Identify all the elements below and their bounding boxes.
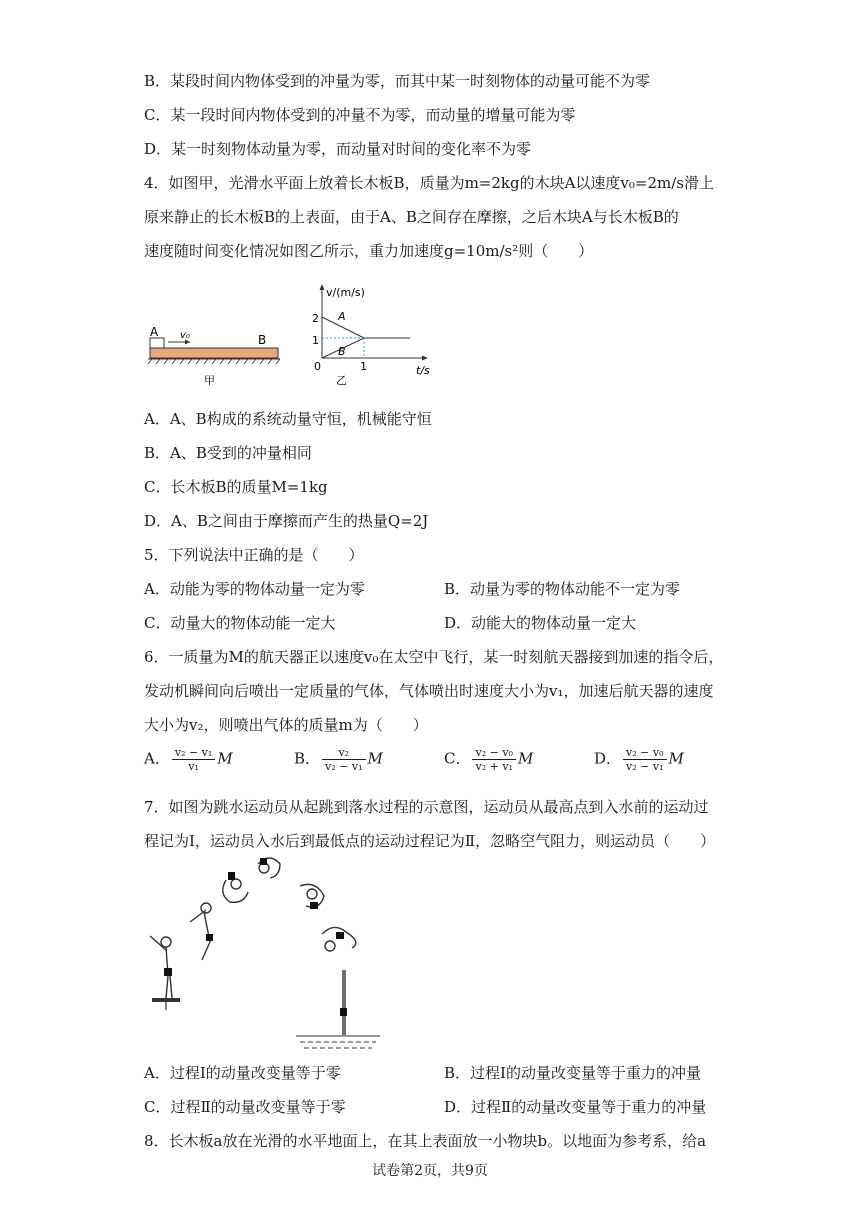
q4-option-d: D．A、B之间由于摩擦而产生的热量Q=2J	[144, 512, 429, 530]
caption-jia: 甲	[204, 374, 215, 387]
q7-option-c: C．过程Ⅱ的动量改变量等于零	[144, 1098, 346, 1116]
q7-option-b: B．过程Ⅰ的动量改变量等于重力的冲量	[444, 1064, 701, 1082]
board-b	[150, 348, 278, 358]
y-tick-2: 2	[312, 312, 319, 325]
block-a-label: A	[150, 325, 159, 339]
diver-tuck-1	[223, 872, 248, 902]
q6-stem-line1: 6．一质量为M的航天器正以速度v₀在太空中飞行，某一时刻航天器接到加速的指令后，	[144, 648, 724, 666]
q5-option-d: D．动能大的物体动量一定大	[444, 614, 637, 632]
q5-stem: 5．下列说法中正确的是（ ）	[144, 546, 364, 564]
q5-option-a: A．动能为零的物体动量一定为零	[144, 580, 365, 598]
q7-stem-line1: 7．如图为跳水运动员从起跳到落水过程的示意图，运动员从最高点到入水前的运动过	[144, 798, 709, 816]
q6-option-a: A． $\frac{\text{v₂ − v₁}}{\text{v₁}}$ M	[144, 746, 233, 773]
q6-option-b: B． $\frac{\text{v₂}}{\text{v₂ − v₁}}$ M	[294, 746, 383, 773]
q6-option-c: C． $\frac{\text{v₂ − v₀}}{\text{v₂ + v₁}}$ M	[444, 746, 534, 773]
figure-jia	[148, 325, 280, 387]
caption-yi: 乙	[336, 374, 347, 387]
block-a	[150, 338, 164, 348]
q4-option-c: C．长木板B的质量M=1kg	[144, 478, 328, 496]
q6-stem-line3: 大小为v₂，则喷出气体的质量m为（ ）	[144, 716, 428, 734]
q4-option-b: B．A、B受到的冲量相同	[144, 444, 312, 462]
y-tick-1: 1	[312, 334, 319, 347]
q6-option-d: D． $\frac{\text{v₂ − v₀}}{\text{v₂ − v₁}}$ M	[594, 746, 684, 773]
q7-stem-line2: 程记为Ⅰ，运动员入水后到最低点的运动过程记为Ⅱ，忽略空气阻力，则运动员（ ）	[144, 832, 716, 850]
v0-label: v₀	[180, 330, 190, 341]
q4-stem-line3: 速度随时间变化情况如图乙所示，重力加速度g=10m/s²则（ ）	[144, 242, 594, 260]
q7-option-a: A．过程Ⅰ的动量改变量等于零	[144, 1064, 341, 1082]
x-axis-label: t/s	[416, 364, 430, 377]
curve-a-label: A	[338, 310, 346, 323]
q5-option-c: C．动量大的物体动能一定大	[144, 614, 336, 632]
q5-option-b: B．动量为零的物体动能不一定为零	[444, 580, 681, 598]
figure-yi	[312, 284, 430, 387]
q4-figure	[140, 280, 440, 390]
springboard	[152, 998, 180, 1002]
q3-option-c: C．某一段时间内物体受到的冲量不为零，而动量的增量可能为零	[144, 106, 576, 124]
diver-rising	[190, 903, 213, 960]
q4-stem-line2: 原来静止的长木板B的上表面，由于A、B之间存在摩擦，之后木块A与长木板B的	[144, 208, 679, 226]
q3-option-d: D．某一时刻物体动量为零，而动量对时间的变化率不为零	[144, 140, 532, 158]
page-footer: 试卷第2页，共9页	[372, 1163, 488, 1179]
q8-stem-line1: 8．长木板a放在光滑的水平地面上，在其上表面放一小物块b。以地面为参考系，给a	[144, 1132, 707, 1150]
board-b-label: B	[258, 333, 267, 347]
diver-standing	[150, 936, 172, 998]
diver-figure	[140, 850, 390, 1060]
q6-stem-line2: 发动机瞬间向后喷出一定质量的气体，气体喷出时速度大小为v₁，加速后航天器的速度	[144, 682, 714, 700]
q4-stem-line1: 4．如图甲，光滑水平面上放着长木板B，质量为m=2kg的木块A以速度v₀=2m/s滑上	[144, 174, 715, 192]
y-axis-label: v/(m/s)	[326, 286, 365, 299]
diver-entry	[340, 970, 347, 1035]
diver-tuck-3	[300, 884, 324, 909]
water-surface	[296, 1036, 380, 1048]
origin-label: 0	[314, 360, 321, 373]
q3-option-b: B．某段时间内物体受到的冲量为零，而其中某一时刻物体的动量可能不为零	[144, 72, 651, 90]
x-tick-1: 1	[360, 360, 367, 373]
curve-b-label: B	[338, 345, 346, 358]
q4-option-a: A．A、B构成的系统动量守恒，机械能守恒	[144, 410, 432, 428]
q7-option-d: D．过程Ⅱ的动量改变量等于重力的冲量	[444, 1098, 707, 1116]
diver-tuck-4	[322, 927, 356, 951]
diver-tuck-2	[258, 858, 280, 878]
